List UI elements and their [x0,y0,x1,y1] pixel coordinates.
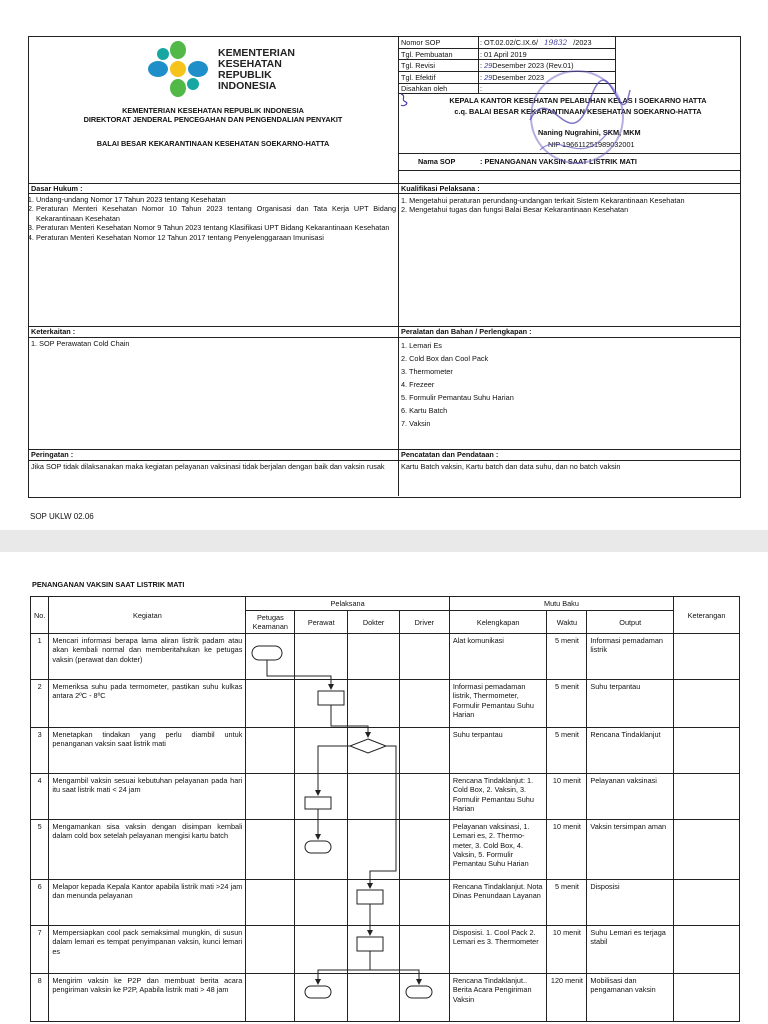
peringatan-title: Peringatan : [31,450,74,459]
keterkaitan-list [31,339,129,348]
table-row: 1 Mencari informasi berapa lama aliran listrik padam atau akan kembali normal dan memberitahukan ke petugas vaksin (perawat dan dokter) Alat komunikasi 5 menit Informasi pemadaman listrik [31,634,740,680]
nomor-value: : OT.02.02/C.IX.6/ 19832 /2023 [480,38,592,47]
logo-text: KEMENTERIAN KESEHATAN REPUBLIK INDONESIA [218,47,296,92]
list-item: 6. Kartu Batch [401,406,448,415]
list-item: 2. Mengetahui tugas dan fungsi Balai Besar Kekarantinaan Kesehatan [401,205,629,215]
list-item: 1. Mengetahui peraturan perundang-undangan terkait Sistem Kekarantinaan Kesehatan [401,196,685,205]
table-row: 2 Memeriksa suhu pada termometer, pastikan suhu kulkas antara 2ºC - 8ºC Informasi pemadaman listrik, Thermometer, Formulir Pemantau Suhu Harian 5 menit Suhu terpantau [31,680,740,728]
procedure-table [30,596,740,1022]
table-row: 5 Mengamankan sisa vaksin dengan disimpan kembali dalam cold box setelah pelayanan mengisi kartu batch Pelayanan vaksinasi, 1. Lemari es, 2. Thermo-meter, 3. Cold Box, 4. Vaksin, 5. Formulir Pemantau Suhu Harian 10 menit Vaksin tersimpan aman [31,820,740,880]
list-item: 1. Undang-undang Nomor 17 Tahun 2023 tentang Kesehatan [36,195,396,204]
pembuatan-label: Tgl. Pembuatan [401,50,453,59]
col-dokter: Dokter [348,611,400,634]
list-item: 4. Frezeer [401,380,435,389]
col-keterangan: Keterangan [674,597,740,634]
col-waktu: Waktu [547,611,587,634]
footer-code: SOP UKLW 02.06 [30,512,94,521]
disahkan-value: : [480,84,483,93]
table-row: 7 Mempersiapkan cool pack semaksimal mungkin, di susun dalam lemari es tempat penyimpanan vaksin, kunci lemari es Disposisi. 1. Cool Pack 2. Lemari es 3. Thermometer 10 menit Suhu Lemari es terjaga stabil [31,926,740,974]
signer-name: Naning Nugrahini, SKM, MKM [538,128,641,137]
ministry-emblem-icon [145,40,211,98]
list-item: 5. Formulir Pemantau Suhu Harian [401,393,514,402]
peralatan-list [401,339,514,430]
list-item: 3. Peraturan Menteri Kesehatan Nomor 9 Tahun 2023 tentang Klasifikasi UPT Bidang Kekarantinaan Kesehatan [36,223,396,232]
col-kegiatan: Kegiatan [49,597,246,634]
table-row: 3 Menetapkan tindakan yang perlu diambil untuk penanganan vaksin saat listrik mati Suhu terpantau 5 menit Rencana Tindaklanjut [31,728,740,774]
list-item: 1. Lemari Es [401,341,442,350]
col-perawat: Perawat [295,611,348,634]
table-row: 4 Mengambil vaksin sesuai kebutuhan pelayanan pada hari itu saat listrik mati < 24 jam Rencana Tindaklanjut: 1. Cold Box, 2. Vaksin, 3. Formulir Pemantau Suhu Harian 10 menit Pelayanan vaksinasi [31,774,740,820]
kepala-kantor: KEPALA KANTOR KESEHATAN PELABUHAN KELAS I SOEKARNO HATTA [449,96,707,105]
col-output: Output [587,611,674,634]
kualifikasi-title: Kualifikasi Pelaksana : [401,184,480,193]
nama-sop-value: : PENANGANAN VAKSIN SAAT LISTRIK MATI [480,157,637,166]
col-no: No. [31,597,49,634]
ministry-name: KEMENTERIAN KESEHATAN REPUBLIK INDONESIA [122,106,304,115]
col-driver: Driver [399,611,449,634]
signature-icon [520,60,640,180]
nama-sop-label: Nama SOP [418,157,456,166]
revisi-label: Tgl. Revisi [401,61,436,70]
revisi-value: : 29Desember 2023 (Rev.01) [480,61,574,70]
directorate-name: DIREKTORAT JENDERAL PENCEGAHAN DAN PENGENDALIAN PENYAKIT [83,115,343,125]
col-mutu: Mutu Baku [449,597,673,611]
page-separator [0,530,768,552]
office-name: BALAI BESAR KEKARANTINAAN KESEHATAN SOEKARNO-HATTA [96,138,330,148]
list-item: 2. Cold Box dan Cool Pack [401,354,489,363]
keterkaitan-title: Keterkaitan : [31,327,76,336]
page2-title: PENANGANAN VAKSIN SAAT LISTRIK MATI [32,580,185,589]
peringatan-text: Jika SOP tidak dilaksanakan maka kegiatan pelayanan vaksinasi tidak berjalan dengan baik dan vaksin rusak [31,462,385,471]
efektif-label: Tgl. Efektif [401,73,436,82]
list-item: 7. Vaksin [401,419,431,428]
kualifikasi-list [401,196,737,215]
ministry-logo [145,40,211,98]
table-row: 8 Mengirim vaksin ke P2P dan membuat berita acara pengiriman vaksin ke P2P, Apabila listrik mati > 48 jam Rencana Tindaklanjut.. Berita Acara Pengiriman Vaksin 120 menit Mobilisasi dan pengamanan vaksin [31,974,740,1022]
efektif-value: : 29Desember 2023 [480,73,545,82]
table-row: 6 Melapor kepada Kepala Kantor apabila listrik mati >24 jam dan menunda pelayanan Rencana Tindaklanjut. Nota Dinas Penundaan Layanan 5 menit Disposisi [31,880,740,926]
cq-balai: c.q. BALAI BESAR KEKARANTINAAN KESEHATAN SOEKARNO-HATTA [454,107,702,116]
col-kelengkapan: Kelengkapan [449,611,547,634]
signer-nip: NIP 196611251989032001 [548,140,635,149]
list-item: 4. Peraturan Menteri Kesehatan Nomor 12 Tahun 2017 tentang Penyelenggaraan Imunisasi [36,233,396,242]
pembuatan-value: : 01 April 2019 [480,50,527,59]
col-pelaksana: Pelaksana [246,597,449,611]
dasar-hukum-title: Dasar Hukum : [31,184,83,193]
list-item: 3. Thermometer [401,367,453,376]
list-item: 2. Peraturan Menteri Kesehatan Nomor 10 Tahun 2023 tentang Organisasi dan Tata Kerja UPT Bidang Kekarantinaan Kesehatan [36,204,396,223]
col-petugas: Petugas Keamanan [246,611,295,634]
ministry-header [30,106,396,148]
pencatatan-text: Kartu Batch vaksin, Kartu batch dan data suhu, dan no batch vaksin [401,462,621,471]
disahkan-label: Disahkan oleh [401,84,448,93]
initial-mark-icon [398,92,412,108]
dasar-hukum-list [18,195,396,242]
list-item: 1. SOP Perawatan Cold Chain [31,339,130,348]
nomor-label: Nomor SOP [401,38,441,47]
pencatatan-title: Pencatatan dan Pendataan : [401,450,499,459]
peralatan-title: Peralatan dan Bahan / Perlengkapan : [401,327,532,336]
